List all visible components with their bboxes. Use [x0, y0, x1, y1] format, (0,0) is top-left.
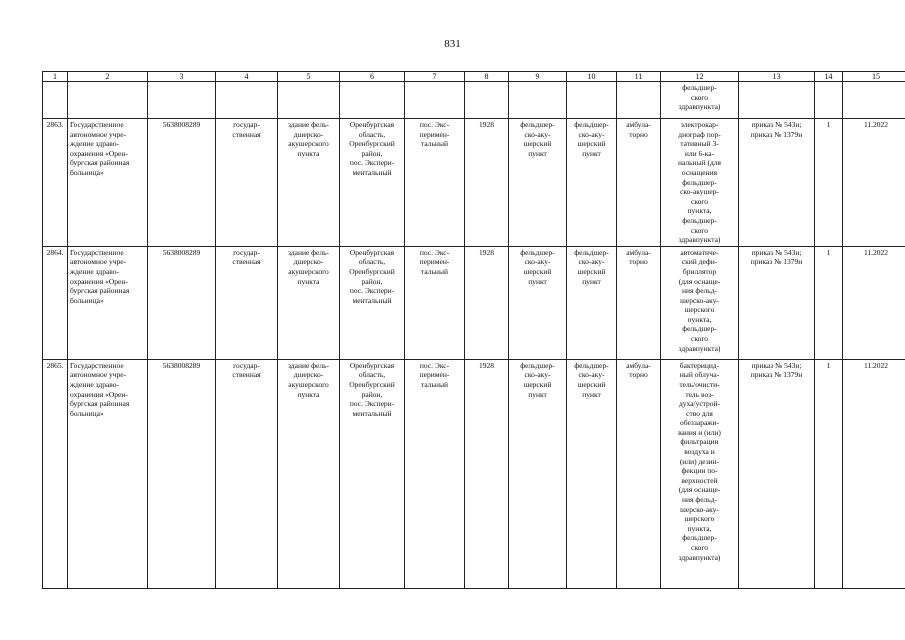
quantity: 1 — [815, 246, 843, 359]
unit-name: фельдшер- ско-аку- шерский пункт — [567, 246, 617, 359]
order-reference: приказ № 543н; приказ № 1379н — [739, 246, 815, 359]
care-conditions: амбула- торно — [617, 246, 661, 359]
equipment: автоматиче- ский дефи- бриллятор (для оснаще- ния фельд- шерско-аку- шерского пункта, фельдшер- ского здравпункта) — [661, 246, 739, 359]
inn: 5638008289 — [148, 119, 216, 247]
column-number: 13 — [739, 72, 815, 82]
unit-name: фельдшер- ско-аку- шерский пункт — [567, 119, 617, 247]
inn: 5638008289 — [148, 246, 216, 359]
date: 11.2022 — [843, 246, 905, 359]
column-number: 10 — [567, 72, 617, 82]
row-number: 2865. — [43, 359, 68, 588]
inn: 5638008289 — [148, 359, 216, 588]
quantity: 1 — [815, 359, 843, 588]
date: 11.2022 — [843, 359, 905, 588]
registry-table — [42, 71, 905, 589]
quantity: 1 — [815, 119, 843, 247]
order-reference: приказ № 543н; приказ № 1379н — [739, 359, 815, 588]
unit-type: фельдшер- ско-аку- шерский пункт — [509, 246, 567, 359]
year-built: 1928 — [465, 246, 509, 359]
year-built: 1928 — [465, 359, 509, 588]
page-number: 831 — [444, 38, 461, 50]
column-number: 12 — [661, 72, 739, 82]
organization-name: Государственное автономное учре- ждение здраво- охранения «Орен- бургская районная больница» — [68, 359, 148, 588]
column-number: 14 — [815, 72, 843, 82]
address: Оренбургская область, Оренбургский район, пос. Экспери- ментальный — [340, 359, 405, 588]
column-number: 3 — [148, 72, 216, 82]
order-reference: приказ № 543н; приказ № 1379н — [739, 119, 815, 247]
column-number: 5 — [278, 72, 340, 82]
column-number: 6 — [340, 72, 405, 82]
address: Оренбургская область, Оренбургский район, пос. Экспери- ментальный — [340, 119, 405, 247]
table-row — [43, 359, 905, 588]
column-number: 2 — [68, 72, 148, 82]
address: Оренбургская область, Оренбургский район, пос. Экспери- ментальный — [340, 246, 405, 359]
building: здание фель- дшерско- акушерского пункта — [278, 359, 340, 588]
row-number: 2863. — [43, 119, 68, 247]
continuation-row — [43, 82, 905, 119]
column-number: 8 — [465, 72, 509, 82]
column-number: 1 — [43, 72, 68, 82]
settlement: пос. Экс- перимен- тальный — [405, 246, 465, 359]
care-conditions: амбула- торно — [617, 119, 661, 247]
unit-type: фельдшер- ско-аку- шерский пункт — [509, 119, 567, 247]
organization-name: Государственное автономное учре- ждение здраво- охранения «Орен- бургская районная больница» — [68, 246, 148, 359]
column-number: 15 — [843, 72, 905, 82]
care-conditions: амбула- торно — [617, 359, 661, 588]
table-row — [43, 119, 905, 247]
equipment-continuation: фельдшер- ского здравпункта) — [661, 82, 739, 119]
year-built: 1928 — [465, 119, 509, 247]
table-row — [43, 246, 905, 359]
settlement: пос. Экс- перимен- тальный — [405, 359, 465, 588]
unit-name: фельдшер- ско-аку- шерский пункт — [567, 359, 617, 588]
column-number: 4 — [216, 72, 278, 82]
column-number: 11 — [617, 72, 661, 82]
column-number: 9 — [509, 72, 567, 82]
equipment: бактерицид- ный облуча- тель/очисти- тель воз- духа/устрой- ство для обеззаражи- вания и (или) фильтрации воздуха и (или) дезин- фекции по- верхностей (для оснаще- ния фельд- шерско-аку- шерского пункта, фельдшер- ского здравпункта) — [661, 359, 739, 588]
building: здание фель- дшерско- акушерского пункта — [278, 119, 340, 247]
date: 11.2022 — [843, 119, 905, 247]
column-number-row — [43, 72, 905, 82]
equipment: электрокар- диограф пор- тативный 3- или 6-ка- нальный (для оснащения фельдшер- ско-акушер- ского пункта, фельдшер- ского здравпункта) — [661, 119, 739, 247]
unit-type: фельдшер- ско-аку- шерский пункт — [509, 359, 567, 588]
ownership-form: государ- ственная — [216, 119, 278, 247]
settlement: пос. Экс- перимен- тальный — [405, 119, 465, 247]
row-number: 2864. — [43, 246, 68, 359]
ownership-form: государ- ственная — [216, 359, 278, 588]
building: здание фель- дшерско- акушерского пункта — [278, 246, 340, 359]
organization-name: Государственное автономное учре- ждение здраво- охранения «Орен- бургская районная больница» — [68, 119, 148, 247]
column-number: 7 — [405, 72, 465, 82]
ownership-form: государ- ственная — [216, 246, 278, 359]
